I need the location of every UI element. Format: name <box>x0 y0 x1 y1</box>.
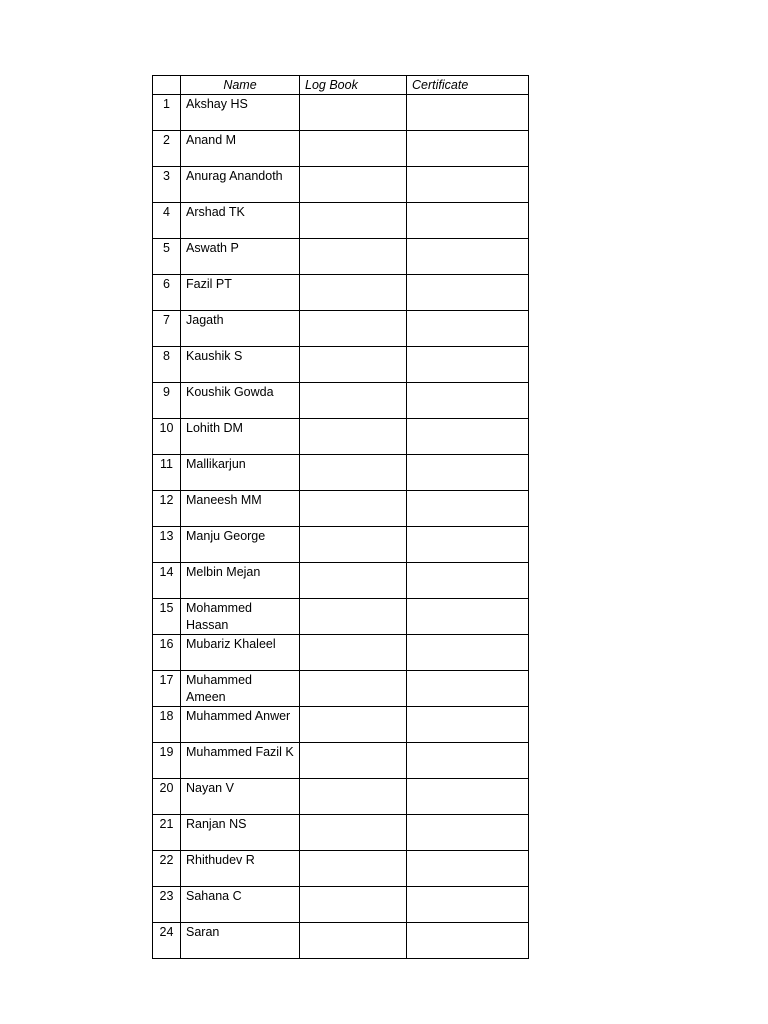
row-number: 3 <box>153 167 181 203</box>
certificate-cell <box>407 635 529 671</box>
student-name: Aswath P <box>181 239 300 275</box>
student-name: Mallikarjun <box>181 455 300 491</box>
table-row <box>153 491 529 527</box>
certificate-cell <box>407 815 529 851</box>
student-name: Mohammed Hassan <box>181 599 300 635</box>
row-number: 16 <box>153 635 181 671</box>
table-row <box>153 455 529 491</box>
table-row <box>153 347 529 383</box>
log-book-cell <box>300 671 407 707</box>
log-book-cell <box>300 815 407 851</box>
student-name: Muhammed Anwer <box>181 707 300 743</box>
table-row <box>153 563 529 599</box>
student-name: Fazil PT <box>181 275 300 311</box>
row-number: 6 <box>153 275 181 311</box>
header-log-book: Log Book <box>300 76 407 95</box>
student-name: Maneesh MM <box>181 491 300 527</box>
student-name: Rhithudev R <box>181 851 300 887</box>
certificate-cell <box>407 851 529 887</box>
certificate-cell <box>407 419 529 455</box>
row-number: 7 <box>153 311 181 347</box>
table-row <box>153 527 529 563</box>
certificate-cell <box>407 239 529 275</box>
certificate-cell <box>407 671 529 707</box>
student-name: Anand M <box>181 131 300 167</box>
table-row <box>153 923 529 959</box>
student-name: Akshay HS <box>181 95 300 131</box>
student-name: Jagath <box>181 311 300 347</box>
row-number: 17 <box>153 671 181 707</box>
row-number: 8 <box>153 347 181 383</box>
student-name: Manju George <box>181 527 300 563</box>
certificate-cell <box>407 383 529 419</box>
log-book-cell <box>300 779 407 815</box>
certificate-cell <box>407 167 529 203</box>
student-name: Anurag Anandoth <box>181 167 300 203</box>
log-book-cell <box>300 923 407 959</box>
student-name: Muhammed Ameen <box>181 671 300 707</box>
log-book-cell <box>300 203 407 239</box>
table-header <box>153 76 529 95</box>
table-body <box>153 95 529 959</box>
row-number: 9 <box>153 383 181 419</box>
table-row <box>153 239 529 275</box>
student-name: Sahana C <box>181 887 300 923</box>
row-number: 4 <box>153 203 181 239</box>
row-number: 10 <box>153 419 181 455</box>
table-row <box>153 887 529 923</box>
certificate-cell <box>407 707 529 743</box>
student-roster-table <box>152 75 529 959</box>
table-row <box>153 671 529 707</box>
log-book-cell <box>300 851 407 887</box>
certificate-cell <box>407 347 529 383</box>
log-book-cell <box>300 95 407 131</box>
table-row <box>153 167 529 203</box>
table-row <box>153 95 529 131</box>
header-number <box>153 76 181 95</box>
table-row <box>153 779 529 815</box>
row-number: 24 <box>153 923 181 959</box>
row-number: 18 <box>153 707 181 743</box>
log-book-cell <box>300 707 407 743</box>
certificate-cell <box>407 563 529 599</box>
log-book-cell <box>300 599 407 635</box>
row-number: 14 <box>153 563 181 599</box>
log-book-cell <box>300 491 407 527</box>
certificate-cell <box>407 131 529 167</box>
student-name: Lohith DM <box>181 419 300 455</box>
table-row <box>153 851 529 887</box>
table-row <box>153 383 529 419</box>
certificate-cell <box>407 527 529 563</box>
table-row <box>153 635 529 671</box>
row-number: 15 <box>153 599 181 635</box>
certificate-cell <box>407 491 529 527</box>
row-number: 2 <box>153 131 181 167</box>
certificate-cell <box>407 275 529 311</box>
table-row <box>153 131 529 167</box>
header-certificate: Certificate <box>407 76 529 95</box>
log-book-cell <box>300 887 407 923</box>
log-book-cell <box>300 419 407 455</box>
log-book-cell <box>300 743 407 779</box>
row-number: 12 <box>153 491 181 527</box>
certificate-cell <box>407 779 529 815</box>
certificate-cell <box>407 923 529 959</box>
log-book-cell <box>300 239 407 275</box>
student-name: Nayan V <box>181 779 300 815</box>
document-page <box>152 75 529 959</box>
certificate-cell <box>407 95 529 131</box>
table-row <box>153 311 529 347</box>
row-number: 5 <box>153 239 181 275</box>
log-book-cell <box>300 275 407 311</box>
certificate-cell <box>407 203 529 239</box>
table-row <box>153 707 529 743</box>
log-book-cell <box>300 167 407 203</box>
certificate-cell <box>407 743 529 779</box>
student-name: Ranjan NS <box>181 815 300 851</box>
certificate-cell <box>407 887 529 923</box>
table-row <box>153 275 529 311</box>
log-book-cell <box>300 131 407 167</box>
header-row <box>153 76 529 95</box>
log-book-cell <box>300 527 407 563</box>
certificate-cell <box>407 311 529 347</box>
log-book-cell <box>300 635 407 671</box>
row-number: 13 <box>153 527 181 563</box>
student-name: Arshad TK <box>181 203 300 239</box>
log-book-cell <box>300 311 407 347</box>
student-name: Muhammed Fazil K <box>181 743 300 779</box>
row-number: 19 <box>153 743 181 779</box>
student-name: Kaushik S <box>181 347 300 383</box>
table-row <box>153 743 529 779</box>
student-name: Koushik Gowda <box>181 383 300 419</box>
log-book-cell <box>300 347 407 383</box>
student-name: Mubariz Khaleel <box>181 635 300 671</box>
row-number: 11 <box>153 455 181 491</box>
table-row <box>153 815 529 851</box>
table-row <box>153 599 529 635</box>
certificate-cell <box>407 599 529 635</box>
row-number: 1 <box>153 95 181 131</box>
table-row <box>153 419 529 455</box>
row-number: 23 <box>153 887 181 923</box>
student-name: Saran <box>181 923 300 959</box>
log-book-cell <box>300 383 407 419</box>
row-number: 21 <box>153 815 181 851</box>
table-row <box>153 203 529 239</box>
student-name: Melbin Mejan <box>181 563 300 599</box>
log-book-cell <box>300 563 407 599</box>
row-number: 20 <box>153 779 181 815</box>
header-name: Name <box>181 76 300 95</box>
row-number: 22 <box>153 851 181 887</box>
certificate-cell <box>407 455 529 491</box>
log-book-cell <box>300 455 407 491</box>
